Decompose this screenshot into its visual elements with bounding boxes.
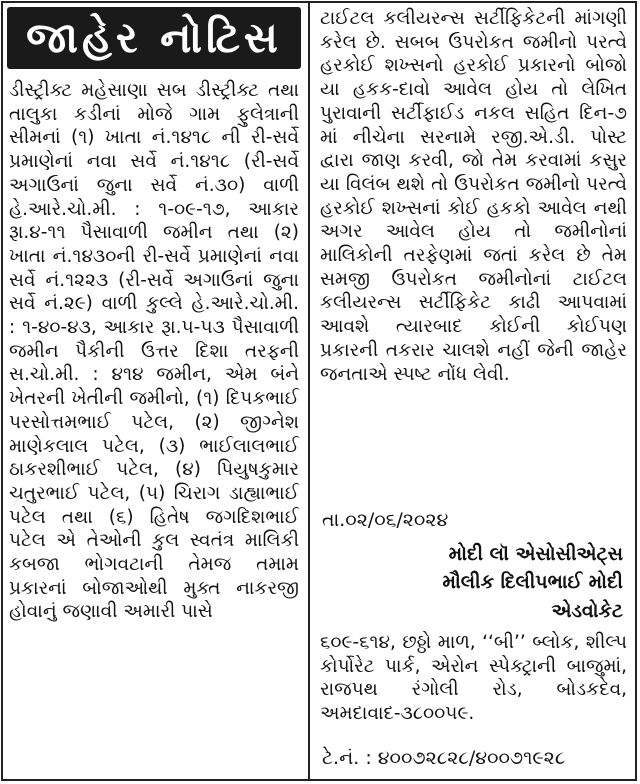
notice-body-right: ટાઈટલ કલીયરન્સ સર્ટીફિકેટની માંગણી કરેલ છે. સબબ ઉપરોકત જમીનો પરત્વે હરકોઈ શખ્સનો હરકોઈ પ્રકારનો બોજો યા હકક-દાવો આવેલ હોય તો લેખિત પુરાવાની સર્ટીફાઈડ નકલ સહિત દિન-૭ માં નીચેના સરનામે રજી.એ.ડી. પોસ્ટ દ્વારા જાણ કરવી, જો તેમ કરવામાં કસુર યા વિલંબ થશે તો ઉપરોકત જમીનો પરત્વે હરકોઈ શખ્સનાં કોઈ હકકો આવેલ નથી અગર આવેલ હોય તો જમીનોનાં માલિકોની તરફેણમાં જતાં કરેલ છે તેમ સમજી ઉપરોકત જમીનોનાં ટાઈટલ કલીયરન્સ સર્ટીફિકેટ કાઢી આપવામાં આવશે ત્યારબાદ કોઈની કોઈપણ પ્રકારની તકરાર ચાલશે નહીં જેની જાહેર જનતાએ સ્પષ્ટ નોંધ લેવી. xyxy=(320,8,627,385)
firm-name: મોદી લૉ એસોસીએટ્સ xyxy=(448,543,623,565)
advocate-role: એડવોકેટ xyxy=(551,600,623,622)
advocate-name: મૌલીક દિલીપભાઈ મોદી xyxy=(442,571,623,593)
phone-numbers: ટે.નં. : ૪૦૦૭૨૮૨૮/૪૦૦૭૧૯૨૮ xyxy=(322,747,566,769)
notice-left-column xyxy=(3,3,305,779)
office-address: ૬૦૯-૬૧૪, છઠ્ઠો માળ, ‘‘બી’’ બ્લોક, શીલ્પ કોર્પોરેટ પાર્ક, એરોન સ્પેક્ટ્રાની બાજુમાં, રાજપથ રંગોલી રોડ, બોડકદેવ, અમદાવાદ-૩૮૦૦૫૯. xyxy=(320,632,627,724)
notice-title: જાહેર નોટિસ xyxy=(7,7,301,69)
public-notice-frame xyxy=(1,1,637,781)
notice-body-left: ડીસ્ટ્રીક્ટ મહેસાણા સબ ડીસ્ટ્રીક્ટ તથા તાલુકા કડીનાં મોજે ગામ ફુલેત્રાની સીમનાં (૧) ખાતા નં.૧૪૧૮ ની રી-સર્વે પ્રમાણેનાં નવા સર્વે નં.૧૪૧૮ (રી-સર્વે અગાઉનાં જુના સર્વે નં.૩૦) વાળી હે.આરે.ચો.મી. : ૧-૦૯-૧૭, આકાર રૂા.૪-૧૧ પૈસાવાળી જમીન તથા (૨) ખાતા નં.૧૪૩૦ની રી-સર્વે પ્રમાણેનાં નવા સર્વે નં.૧૨૨૩ (રી-સર્વે અગાઉનાં જુના સર્વે નં.૨૯) વાળી કુલ્લે હે.આરે.ચો.મી. : ૧-૪૦-૪૩, આકાર રૂા.૫-૫૩ પૈસાવાળી જમીન પૈકીની ઉત્તર દિશા તરફની સ.ચો.મી. : ૪૧૪ જમીન, એમ બંને ખેતરની ખેતીની જમીનો, (૧) દિપકભાઈ પરસોત્તમભાઈ પટેલ, (૨) જીગ્નેશ માણેકલાલ પટેલ, (૩) ભાઈલાલભાઈ ઠાકરશીભાઈ પટેલ, (૪) પિયુષકુમાર ચતુરભાઈ પટેલ, (૫) ચિરાગ ડાહ્યાભાઈ પટેલ તથા (૬) હિતેષ જગદિશભાઈ પટેલ એ તેઓની કુલ સ્વતંત્ર માલિકી કબજા ભોગવટાની તેમજ તમામ પ્રકારનાં બોજાઓથી મુક્ત નાકરજી હોવાનું જણાવી અમારી પાસે xyxy=(9,80,299,623)
notice-right-column xyxy=(308,3,635,779)
notice-date: તા.૦૨/૦૬/૨૦૨૪ xyxy=(322,509,449,531)
